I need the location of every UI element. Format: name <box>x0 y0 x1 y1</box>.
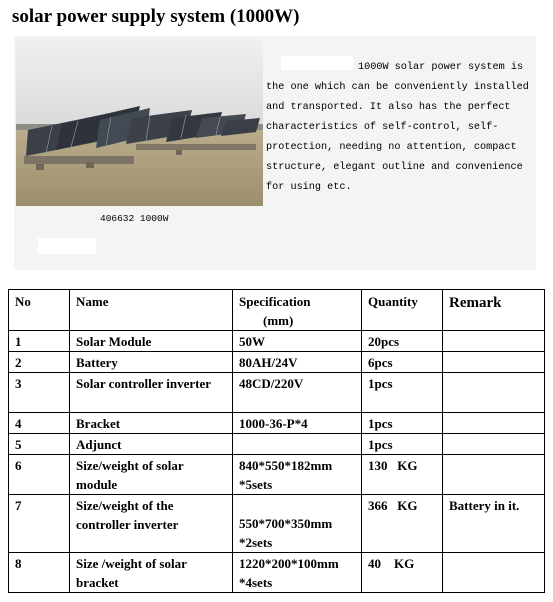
cell-remark: Battery in it. <box>443 495 545 553</box>
cell-remark <box>443 434 545 455</box>
table-row <box>9 553 545 593</box>
cell-name: Size/weight of solar module <box>70 455 233 495</box>
cell-quantity: 1pcs <box>362 434 443 455</box>
cell-name: Solar controller inverter <box>70 373 233 413</box>
cell-quantity: 1pcs <box>362 413 443 434</box>
header-specification <box>233 290 362 331</box>
system-description: 1000W solar power system is the one which can be conveniently installed and transported. It also has the perfect characteristics of self-control, self-protection, needing no attention, compact structure, elegant outline and convenience for using etc. <box>266 62 529 193</box>
cell-no: 6 <box>9 455 70 495</box>
table-row <box>9 434 545 455</box>
cell-specification: 1220*200*100mm *4sets <box>233 553 362 593</box>
page-title: solar power supply system (1000W) <box>12 6 300 27</box>
table-row <box>9 352 545 373</box>
cell-specification: 50W <box>233 331 362 352</box>
table-row <box>9 413 545 434</box>
cell-specification: 550*700*350mm *2sets <box>233 495 362 553</box>
photo-caption: 406632 1000W <box>100 213 169 224</box>
header-name: Name <box>70 290 233 331</box>
cell-quantity: 130 KG <box>362 455 443 495</box>
cell-remark <box>443 352 545 373</box>
table-row <box>9 495 545 553</box>
cell-quantity: 6pcs <box>362 352 443 373</box>
cell-name: Adjunct <box>70 434 233 455</box>
cell-quantity: 366 KG <box>362 495 443 553</box>
cell-specification <box>233 434 362 455</box>
header-spec-label: Specification <box>239 294 311 309</box>
cell-no: 8 <box>9 553 70 593</box>
cell-quantity: 1pcs <box>362 373 443 413</box>
cell-no: 3 <box>9 373 70 413</box>
cell-quantity: 40 KG <box>362 553 443 593</box>
cell-specification: 1000-36-P*4 <box>233 413 362 434</box>
cell-no: 7 <box>9 495 70 553</box>
blank-box <box>38 238 96 254</box>
cell-remark <box>443 373 545 413</box>
table-header-row <box>9 290 545 331</box>
cell-no: 2 <box>9 352 70 373</box>
cell-no: 4 <box>9 413 70 434</box>
cell-no: 1 <box>9 331 70 352</box>
cell-name: Battery <box>70 352 233 373</box>
cell-remark <box>443 553 545 593</box>
cell-name: Solar Module <box>70 331 233 352</box>
cell-remark <box>443 413 545 434</box>
cell-no: 5 <box>9 434 70 455</box>
header-remark: Remark <box>443 290 545 331</box>
table-row <box>9 331 545 352</box>
cell-remark <box>443 455 545 495</box>
cell-quantity: 20pcs <box>362 331 443 352</box>
solar-panel-array-image <box>16 38 263 206</box>
header-spec-unit: (mm) <box>263 313 294 328</box>
table-row <box>9 373 545 413</box>
cell-specification: 48CD/220V <box>233 373 362 413</box>
solar-panel-photo <box>16 38 263 206</box>
header-quantity: Quantity <box>362 290 443 331</box>
cell-name: Bracket <box>70 413 233 434</box>
cell-specification: 80AH/24V <box>233 352 362 373</box>
cell-name: Size /weight of solar bracket <box>70 553 233 593</box>
table-row <box>9 455 545 495</box>
cell-specification: 840*550*182mm *5sets <box>233 455 362 495</box>
cell-remark <box>443 331 545 352</box>
cell-name: Size/weight of the controller inverter <box>70 495 233 553</box>
header-no: No <box>9 290 70 331</box>
specification-table <box>8 289 545 593</box>
